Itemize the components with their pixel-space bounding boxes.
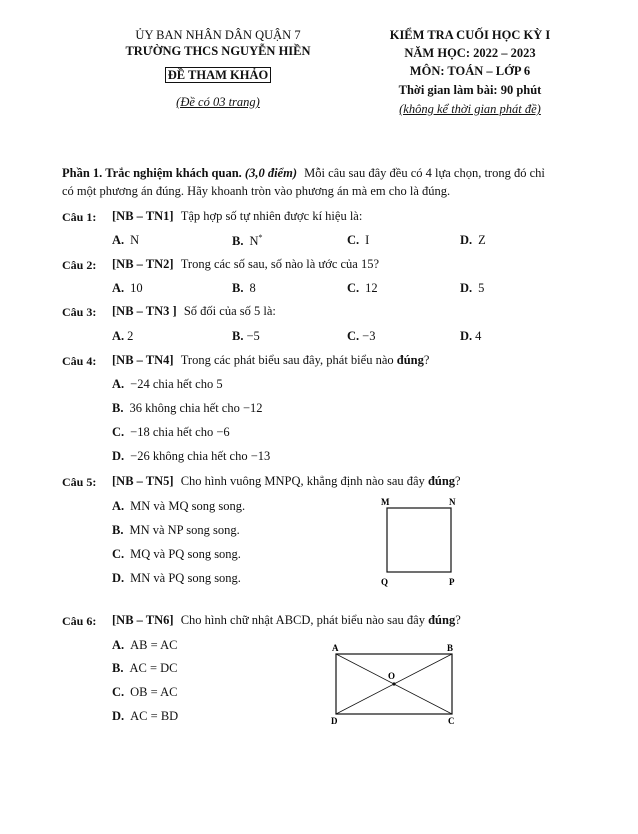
question-1-code: [NB – TN1]: [112, 209, 174, 223]
part1-instruction-line2: có một phương án đúng. Hãy khoanh tròn vào phương án mà em cho là đúng.: [62, 184, 451, 198]
question-6-option-b[interactable]: B. AC = DC: [112, 661, 178, 675]
question-3-option-b[interactable]: B. −5: [232, 329, 260, 343]
question-3-code: [NB – TN3 ]: [112, 304, 177, 318]
question-6-emphasis: đúng: [428, 613, 456, 627]
question-5-emphasis: đúng: [427, 474, 456, 488]
question-2-label: Câu 2:: [62, 258, 97, 272]
question-4-label: Câu 4:: [62, 354, 97, 368]
question-2-option-c[interactable]: C. 12: [347, 281, 378, 295]
question-4-text: Trong các phát biểu sau đây, phát biểu nào: [180, 353, 394, 367]
question-5-option-c[interactable]: C. MQ và PQ song song.: [112, 547, 241, 561]
rectangle-abcd-figure: [326, 642, 466, 730]
vertex-label-c: C: [448, 716, 455, 726]
header-exam-type: ĐỀ THAM KHẢO: [165, 67, 271, 83]
question-1-option-a[interactable]: A. N: [112, 233, 140, 247]
center-label-o: O: [388, 671, 396, 681]
question-3-label: Câu 3:: [62, 305, 97, 319]
question-2-option-a[interactable]: A. 10: [112, 281, 143, 295]
question-6-text: Cho hình chữ nhật ABCD, phát biểu nào sau đây: [180, 613, 425, 627]
part1-title: Phần 1. Trắc nghiệm khách quan.: [62, 166, 242, 180]
question-5-option-d[interactable]: D. MN và PQ song song.: [112, 571, 241, 585]
question-3-option-a[interactable]: A. 2: [112, 329, 134, 343]
question-5-stem: [NB – TN5] Cho hình vuông MNPQ, khẳng định nào sau đây đúng?: [112, 474, 461, 488]
question-4-code: [NB – TN4]: [112, 353, 174, 367]
question-5-code: [NB – TN5]: [112, 474, 174, 488]
question-6-stem: [NB – TN6] Cho hình chữ nhật ABCD, phát biểu nào sau đây đúng?: [112, 613, 461, 627]
header-school-year: NĂM HỌC: 2022 – 2023: [404, 46, 536, 60]
question-3-stem: [112, 304, 276, 319]
vertex-label-n: N: [449, 497, 456, 507]
vertex-label-a: A: [332, 643, 339, 653]
vertex-label-q: Q: [381, 577, 389, 587]
question-5-text: Cho hình vuông MNPQ, khẳng định nào sau đây: [180, 474, 425, 488]
question-6-option-a[interactable]: A. AB = AC: [112, 638, 178, 652]
question-1-option-c[interactable]: C. I: [347, 233, 370, 247]
question-5-option-a[interactable]: A. MN và MQ song song.: [112, 499, 246, 513]
square-mnpq-figure: [375, 496, 465, 588]
header-pages-note: (Đề có 03 trang): [176, 95, 260, 109]
vertex-label-b: B: [447, 643, 454, 653]
vertex-label-p: P: [449, 577, 455, 587]
question-2-option-b[interactable]: B. 8: [232, 281, 256, 295]
part1-points: (3,0 điểm): [244, 166, 297, 180]
vertex-label-d: D: [331, 716, 338, 726]
question-5-option-b[interactable]: B. MN và NP song song.: [112, 523, 240, 537]
question-3-option-d[interactable]: D. 4: [460, 329, 482, 343]
question-1-option-b[interactable]: B. N*: [232, 233, 263, 249]
header-duration: Thời gian làm bài: 90 phút: [398, 83, 542, 97]
question-2-text: Trong các số sau, số nào là ước của 15?: [180, 257, 380, 271]
question-2-code: [NB – TN2]: [112, 257, 174, 271]
question-4-option-a[interactable]: A. −24 chia hết cho 5: [112, 377, 223, 391]
question-1-stem: [112, 209, 362, 224]
question-4-option-b[interactable]: B. 36 không chia hết cho −12: [112, 401, 263, 415]
question-1-option-d[interactable]: D. Z: [460, 233, 486, 247]
question-1-text: Tập hợp số tự nhiên được kí hiệu là:: [180, 209, 363, 223]
header-school: TRƯỜNG THCS NGUYỄN HIỀN: [125, 44, 311, 58]
question-6-option-c[interactable]: C. OB = AC: [112, 685, 178, 699]
header-subject: MÔN: TOÁN – LỚP 6: [409, 64, 531, 78]
question-6-label: Câu 6:: [62, 614, 97, 628]
square-outline: [387, 508, 451, 572]
question-3-text: Số đối của số 5 là:: [183, 304, 276, 318]
question-3-option-c[interactable]: C. −3: [347, 329, 376, 343]
header-exam-type-wrap: [100, 68, 336, 83]
header-exam-title: KIỂM TRA CUỐI HỌC KỲ I: [389, 28, 551, 42]
vertex-label-m: M: [381, 497, 390, 507]
question-2-option-d[interactable]: D. 5: [460, 281, 485, 295]
center-point-o: [392, 682, 395, 685]
question-6-code: [NB – TN6]: [112, 613, 174, 627]
part1-instruction-text: Mỗi câu sau đây đều có 4 lựa chọn, trong đó chỉ: [304, 166, 545, 180]
question-4-emphasis: đúng: [396, 353, 424, 367]
question-6-option-d[interactable]: D. AC = BD: [112, 709, 179, 723]
question-2-stem: [112, 257, 379, 272]
question-1-label: Câu 1:: [62, 210, 97, 224]
question-4-option-d[interactable]: D. −26 không chia hết cho −13: [112, 449, 271, 463]
header-authority: ỦY BAN NHÂN DÂN QUẬN 7: [135, 28, 301, 42]
question-5-label: Câu 5:: [62, 475, 97, 489]
header-duration-note: (không kể thời gian phát đề): [399, 102, 541, 116]
question-4-stem: [NB – TN4] Trong các phát biểu sau đây, phát biểu nào đúng?: [112, 353, 430, 367]
question-4-option-c[interactable]: C. −18 chia hết cho −6: [112, 425, 230, 439]
part1-instruction-line1: [62, 166, 545, 181]
